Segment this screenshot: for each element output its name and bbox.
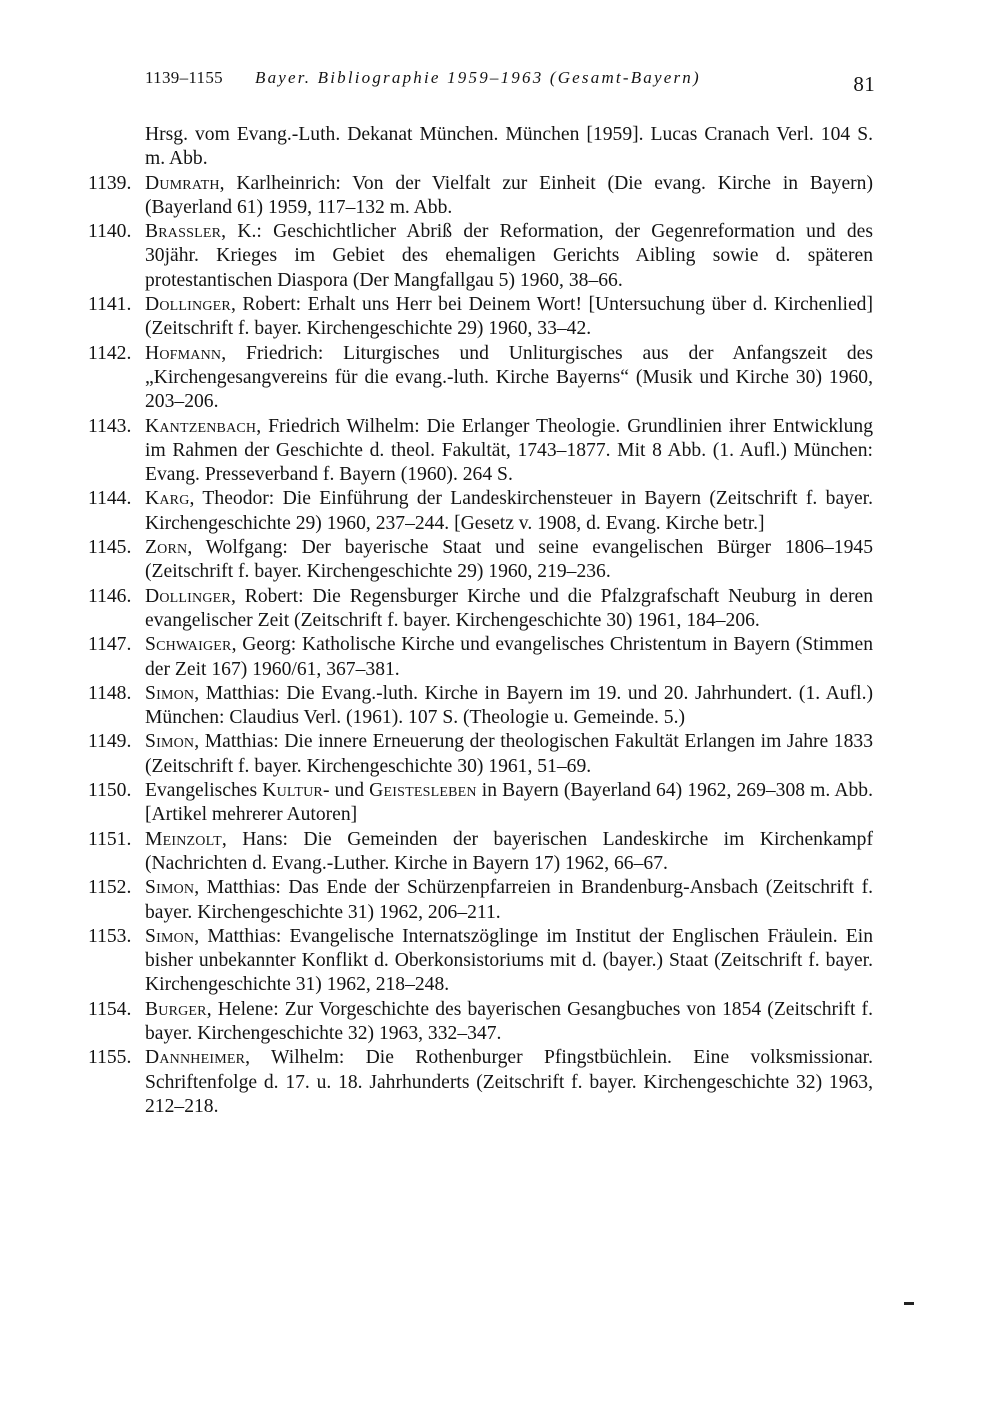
entry-number: 1147. [88,634,132,656]
entry-number: 1144. [88,488,132,510]
entry-number: 1152. [88,877,132,899]
entry-number: 1148. [88,682,132,704]
entry-author: Zorn [145,537,188,559]
entry-author: Karg [145,488,190,510]
bibliography-entry [88,828,873,877]
entry-text [145,536,873,585]
entry-details: , Helene: Zur Vorgeschichte des bayerischen Gesangbuches von 1854 (Zeitschrift f. bayer. Kirchengeschichte 32) 1963, 332–347. [145,998,873,1044]
entry-details: , Friedrich: Liturgisches und Unliturgisches aus der Anfangszeit des „Kirchengesangvereins für die evang.-luth. Kirche Bayerns“ (Musik und Kirche 30) 1960, 203–206. [145,342,873,413]
entry-text [145,415,873,488]
entry-author: Meinzolt [145,828,222,850]
entry-number: 1146. [88,585,132,607]
running-head [145,62,875,102]
entry-text [145,293,873,342]
entry-text [145,925,873,998]
entry-text [145,1046,873,1119]
entry-details: , Matthias: Die Evang.-luth. Kirche in Bayern im 19. und 20. Jahrhundert. (1. Aufl.) München: Claudius Verl. (1961). 107 S. (Theologie u. Gemeinde. 5.) [145,682,873,729]
bibliography-entry [88,779,873,828]
bibliography-entry [88,730,873,779]
bibliography-entry [88,293,873,342]
entry-text [145,779,873,828]
entry-text [145,172,873,221]
margin-mark [904,1302,914,1305]
bibliography-entry [88,585,873,634]
entry-details: , Wilhelm: Die Rothenburger Pfingstbüchlein. Eine volksmissionar. Schriftenfolge d. 17. u. 18. Jahrhunderts (Zeitschrift f. bayer. Kirchengeschichte 32) 1963, 212–218. [145,1047,873,1117]
entry-author: Simon [145,682,195,704]
running-title: Bayer. Bibliographie 1959–1963 (Gesamt-Bayern) [255,68,701,87]
entry-text [145,828,873,877]
entry-keyword: Kultur [262,780,323,802]
bibliography-list [88,123,873,1119]
bibliography-entry [88,925,873,998]
entry-details: , Robert: Erhalt uns Herr bei Deinem Wort! [Untersuchung über d. Kirchenlied] (Zeitschrift f. bayer. Kirchengeschichte 29) 1960, 33–42. [145,294,873,340]
entry-details: , K.: Geschichtlicher Abriß der Reformation, der Gegenreformation und des 30jähr. Krieges im Gebiet des ehemaligen Gerichts Aibling sowie d. späteren protestantischen Diaspora (Der Mangfallgau 5) 1960, 38–66. [145,221,873,291]
bibliography-entry [88,1046,873,1119]
bibliography-entry [88,220,873,293]
entry-details: , Theodor: Die Einführung der Landeskirchensteuer in Bayern (Zeitschrift f. bayer. Kirchengeschichte 29) 1960, 237–244. [Gesetz v. 1908, d. Evang. Kirche betr.] [145,488,873,534]
entry-details: in Bayern (Bayerland 64) 1962, 269–308 m. Abb. [Artikel mehrerer Autoren] [145,780,874,826]
entry-author: Dannheimer [145,1047,246,1069]
entry-connector: - und [322,780,370,802]
entry-text [145,998,873,1047]
entry-number: 1150. [88,780,132,802]
entry-author: Dollinger [145,585,231,607]
entry-number: 1145. [88,537,132,559]
entry-details: , Matthias: Die innere Erneuerung der theologischen Fakultät Erlangen im Jahre 1833 (Zeitschrift f. bayer. Kirchengeschichte 30) 1961, 51–69. [145,731,873,777]
entry-text [145,487,873,536]
entry-text [145,585,873,634]
entry-number: 1154. [88,998,132,1020]
bibliography-entry [88,342,873,415]
entry-text [145,633,873,682]
bibliography-entry [88,682,873,731]
entry-number: 1142. [88,342,132,364]
bibliography-entry [88,633,873,682]
page-number: 81 [853,72,875,96]
entry-text [145,730,873,779]
bibliography-entry [88,998,873,1047]
entry-number: 1155. [88,1047,132,1069]
entry-number: 1153. [88,925,132,947]
bibliography-entry [88,487,873,536]
entry-details: , Karlheinrich: Von der Vielfalt zur Einheit (Die evang. Kirche in Bayern) (Bayerland 61) 1959, 117–132 m. Abb. [145,172,873,218]
entry-author: Hofmann [145,342,222,364]
entry-author: Kantzenbach [145,415,257,437]
entry-details: , Matthias: Das Ende der Schürzenpfarreien in Brandenburg-Ansbach (Zeitschrift f. bayer. Kirchengeschichte 31) 1962, 206–211. [145,877,873,923]
bibliography-entry [88,536,873,585]
entry-details: , Friedrich Wilhelm: Die Erlanger Theologie. Grundlinien ihrer Entwicklung im Rahmen der Geschichte d. theol. Fakultät, 1743–1877. Mit 8 Abb. (1. Aufl.) München: Evang. Presseverband f. Bayern (1960). 264 S. [145,415,873,486]
entry-details: , Georg: Katholische Kirche und evangelisches Christentum in Bayern (Stimmen der Zeit 167) 1960/61, 367–381. [145,634,873,680]
entry-number: 1151. [88,828,132,850]
entry-number: 1141. [88,294,132,316]
entry-author: Dumrath [145,172,220,194]
continuation-text: Hrsg. vom Evang.-Luth. Dekanat München. München [1959]. Lucas Cranach Verl. 104 S. m. Abb. [145,124,873,170]
entry-details: , Hans: Die Gemeinden der bayerischen Landeskirche im Kirchenkampf (Nachrichten d. Evang.-Luther. Kirche in Bayern 17) 1962, 66–67. [145,828,873,874]
entry-author: Burger [145,998,207,1020]
entry-author: Simon [145,925,195,947]
entry-details: , Robert: Die Regensburger Kirche und die Pfalzgrafschaft Neuburg in deren evangelischer Zeit (Zeitschrift f. bayer. Kirchengeschichte 30) 1961, 184–206. [145,585,873,631]
entry-text [145,342,873,415]
bibliography-entry [88,415,873,488]
entry-text [145,682,873,731]
entry-author: Simon [145,731,195,753]
entry-author: Schwaiger [145,634,232,656]
entry-number: 1149. [88,731,132,753]
entry-author: Dollinger [145,294,231,316]
bibliography-entry [88,172,873,221]
entry-keyword: Geistesleben [369,780,477,802]
entry-number: 1140. [88,221,132,243]
entry-number: 1143. [88,415,132,437]
bibliography-entry [88,876,873,925]
entry-prefix: Evangelisches [145,780,263,802]
entry-text [145,876,873,925]
entry-text [145,220,873,293]
entry-number: 1139. [88,172,132,194]
entry-details: , Wolfgang: Der bayerische Staat und seine evangelischen Bürger 1806–1945 (Zeitschrift f. bayer. Kirchengeschichte 29) 1960, 219–236. [145,537,873,583]
entry-range: 1139–1155 [145,68,223,87]
entry-details: , Matthias: Evangelische Internatszöglinge im Institut der Englischen Fräulein. Ein bisher unbekannter Konflikt d. Oberkonsistoriums mit d. (bayer.) Staat (Zeitschrift f. bayer. Kirchengeschichte 31) 1962, 218–248. [145,925,873,996]
entry-author: Brassler [145,221,222,243]
entry-author: Simon [145,877,195,899]
